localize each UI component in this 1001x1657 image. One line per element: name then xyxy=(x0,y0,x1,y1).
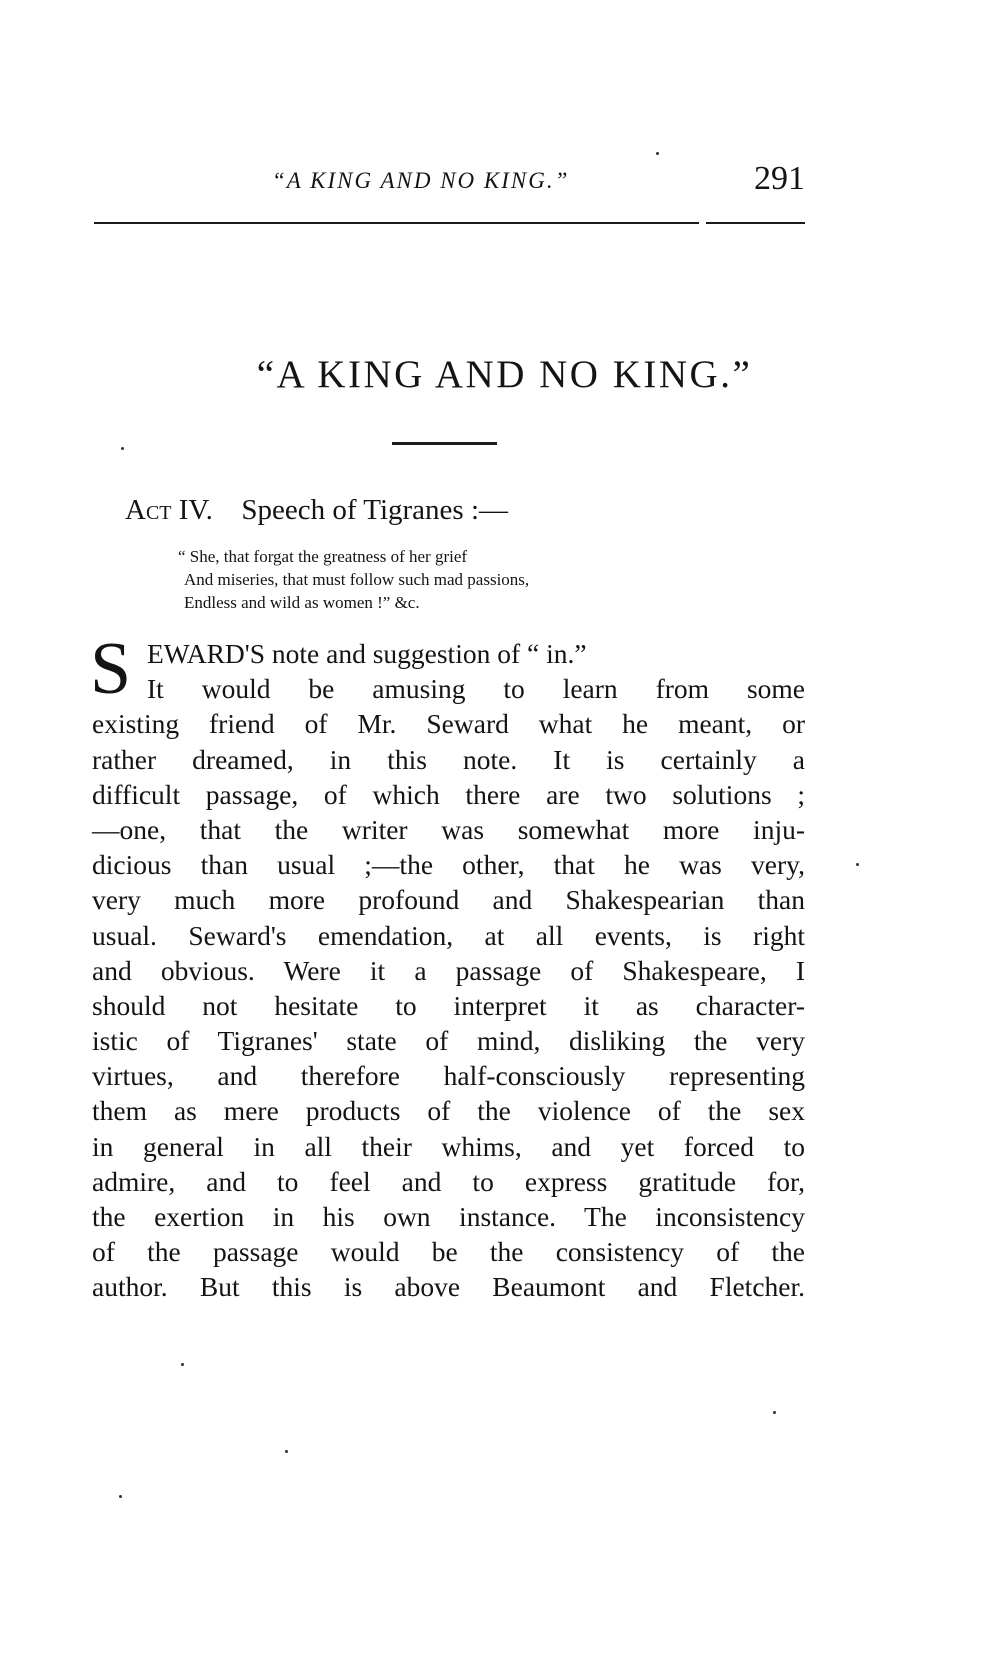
body-text xyxy=(90,628,805,1305)
act-label: Act IV. xyxy=(125,494,213,526)
print-speck xyxy=(856,863,859,866)
text-line: virtues, and therefore half-consciously representing xyxy=(92,1060,805,1092)
print-speck xyxy=(181,1363,184,1366)
text-line: author. But this is above Beaumont and Fletcher. xyxy=(92,1271,805,1303)
print-speck xyxy=(656,152,659,155)
print-speck xyxy=(773,1411,776,1414)
page-number: 291 xyxy=(754,160,805,197)
quote-line: Endless and wild as women !” &c. xyxy=(184,593,420,612)
text-line: difficult passage, of which there are two solutions ; xyxy=(92,778,805,810)
epigraph-quote xyxy=(178,545,529,614)
text-line: existing friend of Mr. Seward what he meant, or xyxy=(92,708,805,740)
text-line: the exertion in his own instance. The inconsistency xyxy=(92,1201,805,1232)
text-line: EWARD'S note and suggestion of “ in.” xyxy=(147,638,587,669)
text-line: istic of Tigranes' state of mind, disliking the very xyxy=(92,1025,805,1057)
text-line: and obvious. Were it a passage of Shakespeare, I xyxy=(92,954,805,986)
text-line: dicious than usual ;—the other, that he was very, xyxy=(92,849,805,881)
text-line: It would be amusing to learn from some xyxy=(147,673,805,705)
text-line: them as mere products of the violence of the sex xyxy=(92,1095,805,1127)
text-line: —one, that the writer was somewhat more inju- xyxy=(92,813,805,845)
text-line: should not hesitate to interpret it as character- xyxy=(92,989,805,1021)
text-line: admire, and to feel and to express gratitude for, xyxy=(92,1165,805,1197)
text-line: very much more profound and Shakespearian than xyxy=(92,884,805,916)
drop-cap: S xyxy=(90,628,132,710)
text-line: in general in all their whims, and yet forced to xyxy=(92,1130,805,1162)
text-line: of the passage would be the consistency of the xyxy=(92,1236,805,1268)
chapter-title: “A KING AND NO KING.” xyxy=(256,353,753,396)
act-heading xyxy=(125,494,508,527)
running-title: “A KING AND NO KING.” xyxy=(272,168,570,193)
text-line: usual. Seward's emendation, at all events, is right xyxy=(92,919,805,951)
running-head xyxy=(92,160,805,210)
print-speck xyxy=(285,1450,288,1453)
header-rule-end xyxy=(706,222,805,224)
title-rule xyxy=(392,442,497,445)
text-line: rather dreamed, in this note. It is certainly a xyxy=(92,743,805,775)
print-speck xyxy=(121,447,124,450)
act-description: Speech of Tigranes :— xyxy=(241,494,508,526)
print-speck xyxy=(119,1495,122,1498)
header-rule xyxy=(94,222,699,224)
quote-line: “ She, that forgat the greatness of her grief xyxy=(178,547,468,566)
quote-line: And miseries, that must follow such mad passions, xyxy=(184,570,530,589)
